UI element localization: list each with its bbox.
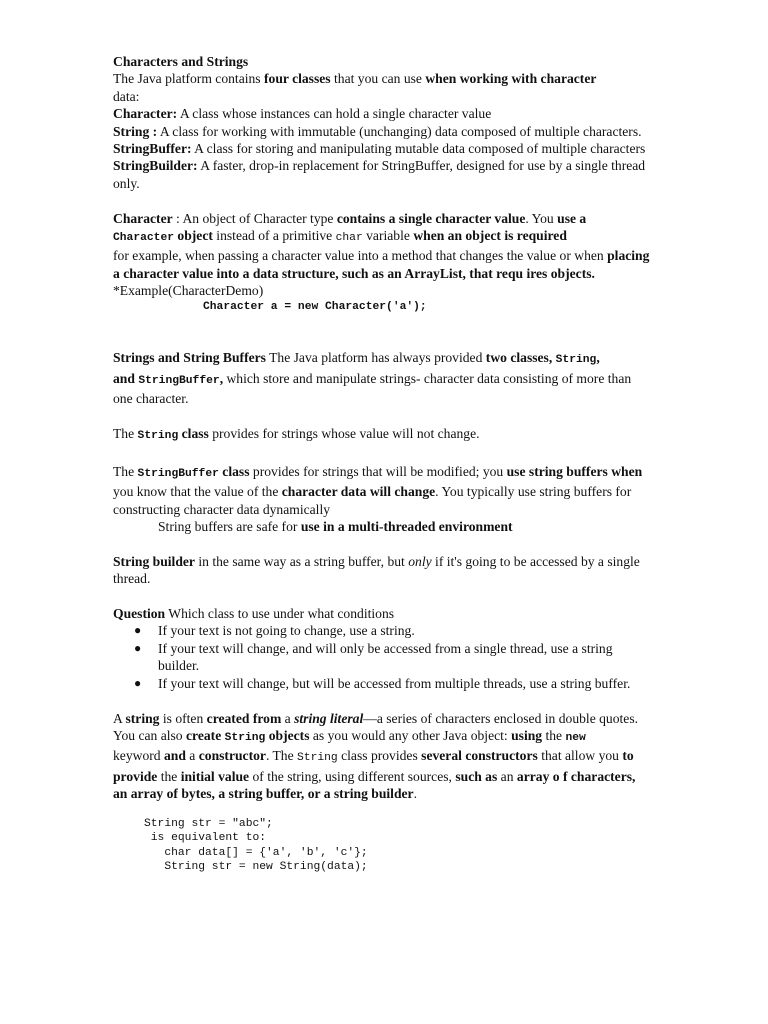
code-line: String str = "abc";: [144, 817, 273, 830]
definition-character: Character: A class whose instances can hold a single character value: [113, 106, 492, 122]
character-paragraph: Character : An object of Character type contains a single character value. You use a Character object instead of a primitive char variable when an object is required for example, when passing a character value into a method that changes the value or when placing a character value into a data structure, such as an ArrayList, that requ ires objects. *Example(CharacterDemo): [113, 210, 650, 299]
stringbuffer-class-paragraph: The StringBuffer class provides for strings that will be modified; you use string buffers when you know that the value of the character data will change. You typically use string buffers for constructing character data dynamically: [113, 463, 643, 517]
document-body: [113, 53, 653, 875]
string-code-block: [113, 817, 653, 875]
page-title: Characters and Strings: [113, 54, 249, 69]
list-item: ● If your text is not going to change, use a string.: [134, 623, 415, 639]
list-item: ● If your text will change, but will be accessed from multiple threads, use a string buffer.: [134, 675, 631, 691]
string-literal-paragraph: A string is often created from a string literal—a series of characters enclosed in double quotes.: [113, 710, 639, 726]
definition-stringbuffer: StringBuffer: A class for storing and manipulating mutable data composed of multiple characters: [113, 141, 646, 157]
character-code-example: Character a = new Character('a');: [203, 300, 427, 313]
bullet-icon: ●: [134, 675, 142, 690]
string-class-paragraph: The String class provides for strings whose value will not change.: [113, 426, 480, 443]
code-line: char data[] = {'a', 'b', 'c'};: [144, 846, 368, 859]
definition-string: String : A class for working with immutable (unchanging) data composed of multiple characters.: [113, 123, 642, 139]
bullet-icon: ●: [134, 623, 142, 638]
list-item: ● If your text will change, and will only be accessed from a single thread, use a string builder.: [134, 640, 613, 674]
string-builder-paragraph: String builder in the same way as a string buffer, but only if it's going to be accessed by a single thread.: [113, 553, 640, 587]
definition-stringbuilder: StringBuilder: A faster, drop-in replacement for StringBuffer, designed for use by a single thread only.: [113, 158, 646, 191]
create-string-paragraph: You can also create String objects as you would any other Java object: using the new keyword and a constructor. The String class provides several constructors that allow you to provide the initial value of the string, using different sources, such as an array o f characters, an array of bytes, a string buffer, or a string builder.: [113, 727, 636, 802]
strings-paragraph: Strings and String Buffers The Java platform has always provided two classes, String, and StringBuffer, which store and manipulate strings- character data consisting of more than one character.: [113, 350, 632, 407]
thread-safety-note: String buffers are safe for use in a multi-threaded environment: [158, 519, 513, 535]
code-line: is equivalent to:: [144, 832, 267, 845]
question-bullet-list: [113, 622, 653, 692]
intro-paragraph: The Java platform contains four classes that you can use when working with character data:: [113, 71, 597, 104]
question-heading: Question Which class to use under what conditions: [113, 606, 395, 622]
bullet-icon: ●: [134, 640, 142, 655]
code-line: String str = new String(data);: [144, 861, 368, 874]
